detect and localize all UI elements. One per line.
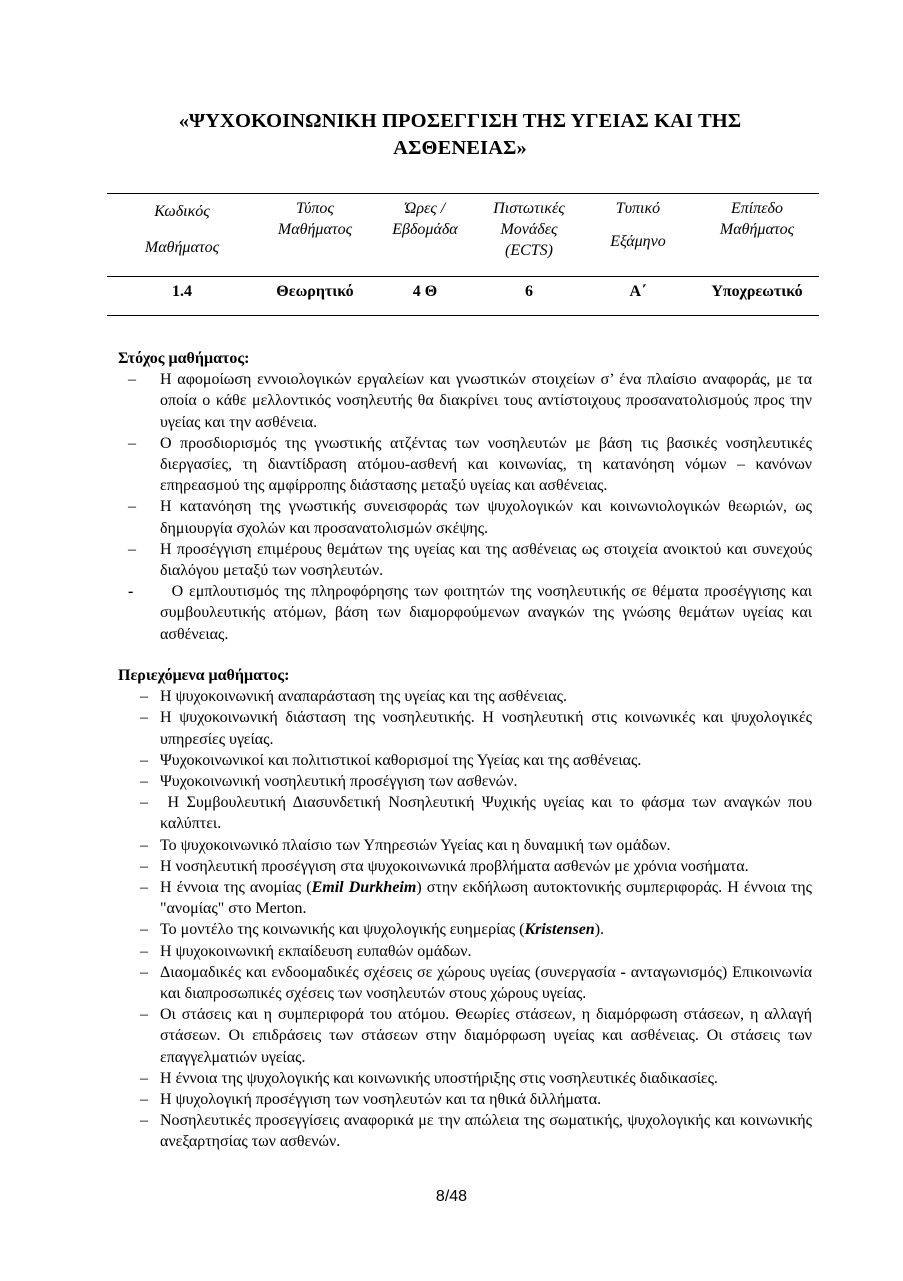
list-item-text-post: ) στην εκδήλωση αυτοκτονικής συμπεριφοράς. Η έννοια της "ανομίας" στο Merton. [160,879,813,918]
cell-semester: Α΄ [581,277,695,316]
list-bullet: – [128,498,136,516]
header-course-code-line2: Μαθήματος [144,239,220,256]
page-number: 8/48 [435,1188,468,1205]
cell-course-type: Θεωρητικό [257,277,373,316]
list-item-text: Νοσηλευτικές προσεγγίσεις αναφορικά με την απώλεια της σωματικής, ψυχολογικής και κοινωνικής ανεξαρτησίας των ασθενών. [160,1112,812,1151]
list-bullet: – [140,836,148,854]
course-info-table [107,193,819,316]
list-item [118,707,812,749]
list-bullet: – [140,1091,148,1109]
list-bullet: – [140,879,148,897]
header-course-level: Επίπεδο Μαθήματος [695,194,819,277]
list-item-text-post: ανταγωνισμός) Επικοινωνία και διαπροσωπικές σχέσεις των νοσηλευτών στους χώρους υγείας. [160,963,812,1003]
list-item [118,771,812,792]
list-item-text: Η Συμβουλευτική Διασυνδετική Νοσηλευτική Ψυχικής υγείας και το φάσμα των αναγκών που καλύπτει. [160,794,817,833]
list-item [118,792,817,834]
list-item-text: Η έννοια της ψυχολογικής και κοινωνικής υποστήριξης στις νοσηλευτικές διαδικασίες. [160,1069,718,1087]
cell-hours-week: 4 Θ [373,277,477,316]
list-bullet: – [140,773,148,791]
list-item-text-pre: Διαομαδικές και ενδοομαδικές σχέσεις σε χώρους υγείας (συνεργασία [160,963,621,981]
goals-heading: Στόχος μαθήματος: [118,350,250,367]
list-item-text: Ο εμπλουτισμός της πληροφόρησης των φοιτητών της νοσηλευτικής σε θέματα προσέγγισης και συμβουλευτικής ατόμων, βάση των διαμορφούμενων αναγκών της γνώσης θεμάτων υγείας και ασθένειας. [160,583,817,643]
list-item-text: Ο προσδιορισμός της γνωστικής ατζέντας των νοσηλευτών με βάση τις βασικές νοσηλευτικές διεργασίες, τη διαντίδραση ατόμου-ασθενή και κοινωνίας, τη κατανόηση νόμων – κανόνων επηρεασμού της αμφίρροπης διάστασης μεταξύ υγείας και ασθένειας. [160,434,812,495]
list-bullet: – [140,1112,148,1130]
contents-heading: Περιεχόμενα μαθήματος: [118,667,290,684]
header-semester-line2: Εξάμηνο [610,233,666,250]
list-item-text: Η ψυχοκοινωνική εκπαίδευση ευπαθών ομάδων. [160,942,472,960]
list-item [118,1004,812,1068]
list-bullet: – [140,688,148,706]
list-bullet: – [140,857,148,875]
table-header-row [107,194,819,277]
list-item [118,581,817,645]
header-semester [581,194,695,277]
contents-list [118,686,817,1152]
list-item-text: Η κατανόηση της γνωστικής συνεισφοράς των ψυχολογικών και κοινωνιολογικών θεωριών, ως δημιουργία σχολών και προσανατολισμών σκέψης. [160,498,812,537]
list-item-text: Ψυχοκοινωνικοί και πολιτιστικοί καθορισμοί της Υγείας και της ασθένειας. [160,751,642,769]
list-bullet: – [140,1006,148,1024]
contents-section [118,665,817,1153]
list-bullet: – [140,921,148,939]
list-bullet: – [140,942,148,960]
list-item [118,856,812,877]
list-item [118,750,812,771]
list-bullet: – [140,963,148,981]
list-item [118,496,812,538]
header-hours-week: Ώρες / Εβδομάδα [373,194,477,277]
list-bullet: – [140,1069,148,1087]
list-item [118,433,812,497]
author-name: Kristensen [524,921,595,939]
cell-ects: 6 [477,277,581,316]
list-item [118,962,812,1004]
list-item [118,1068,812,1089]
list-item [118,686,812,707]
list-item-text: Η ψυχολογική προσέγγιση των νοσηλευτών και τα ηθικά διλλήματα. [160,1091,602,1109]
list-item-text-pre: Η έννοια της ανομίας ( [160,879,312,897]
list-bullet: – [128,434,136,452]
list-item-text: Η αφομοίωση εννοιολογικών εργαλείων και γνωστικών στοιχείων σ’ ένα πλαίσιο αναφοράς, με τα οποία ο κάθε μελλοντικός νοσηλευτής θα διακρίνει τους αντίστοιχους προσανατολισμούς προς την υγείας και την ασθένεια. [160,371,812,431]
cell-course-level: Υποχρεωτικό [695,277,819,316]
list-bullet: – [140,794,148,812]
goals-section [118,348,817,645]
list-item [118,919,812,940]
header-course-code [107,194,257,277]
cell-course-code: 1.4 [107,277,257,316]
table-row [107,277,819,316]
list-item-text-post: ). [594,921,605,939]
list-bullet: - [128,583,134,601]
header-course-type: Τύπος Μαθήματος [257,194,373,277]
list-item [118,1110,812,1152]
list-item-text: Η νοσηλευτική προσέγγιση στα ψυχοκοινωνικά προβλήματα ασθενών με χρόνια νοσήματα. [160,857,749,875]
list-item [118,941,812,962]
header-ects: Πιστωτικές Μονάδες (ECTS) [477,194,581,277]
list-bullet: – [140,709,148,727]
list-item [118,369,812,433]
list-item-text: Η ψυχοκοινωνική διάσταση της νοσηλευτικής. Η νοσηλευτική στις κοινωνικές και ψυχολογικές υπηρεσίες υγείας. [160,709,812,748]
course-title: «ΨΥΧΟΚΟΙΝΩΝΙΚΗ ΠΡΟΣΕΓΓΙΣΗ ΤΗΣ ΥΓΕΙΑΣ ΚΑΙ ΤΗΣ ΑΣΘΕΝΕΙΑΣ» [178,110,742,159]
list-item-text: Η προσέγγιση επιμέρους θεμάτων της υγείας και της ασθένειας ως στοιχεία ανοικτού και συνεχούς διαλόγου μεταξύ των νοσηλευτών. [160,540,812,580]
list-bullet: – [128,371,136,389]
goals-list [118,369,817,645]
list-item-text: Το ψυχοκοινωνικό πλαίσιο των Υπηρεσιών Υγείας και η δυναμική των ομάδων. [160,836,671,854]
list-item [118,1089,812,1110]
list-item-text: Ψυχοκοινωνική νοσηλευτική προσέγγιση των ασθενών. [160,773,518,791]
list-item [118,835,812,856]
list-item-text-pre: Το μοντέλο της κοινωνικής και ψυχολογικής ευημερίας ( [160,921,525,939]
list-bullet: – [128,540,136,558]
author-name: Emil Durkheim [311,879,417,897]
header-semester-line1: Τυπικό [615,200,661,217]
bold-hyphen: - [620,963,626,981]
list-item-text: Οι στάσεις και η συμπεριφορά του ατόμου. Θεωρίες στάσεων, η διαμόρφωση στάσεων, η αλλαγή στάσεων. Οι επιδράσεις των στάσεων στην διαμόρφωση υγείας και ασθένειας. Οι στάσεις των επαγγελματιών υγείας. [160,1006,812,1066]
list-item-text: Η ψυχοκοινωνική αναπαράσταση της υγείας και της ασθένειας. [160,688,567,706]
list-item [118,539,812,581]
header-course-code-line1: Κωδικός [154,203,210,220]
list-item [118,877,812,919]
list-bullet: – [140,751,148,769]
